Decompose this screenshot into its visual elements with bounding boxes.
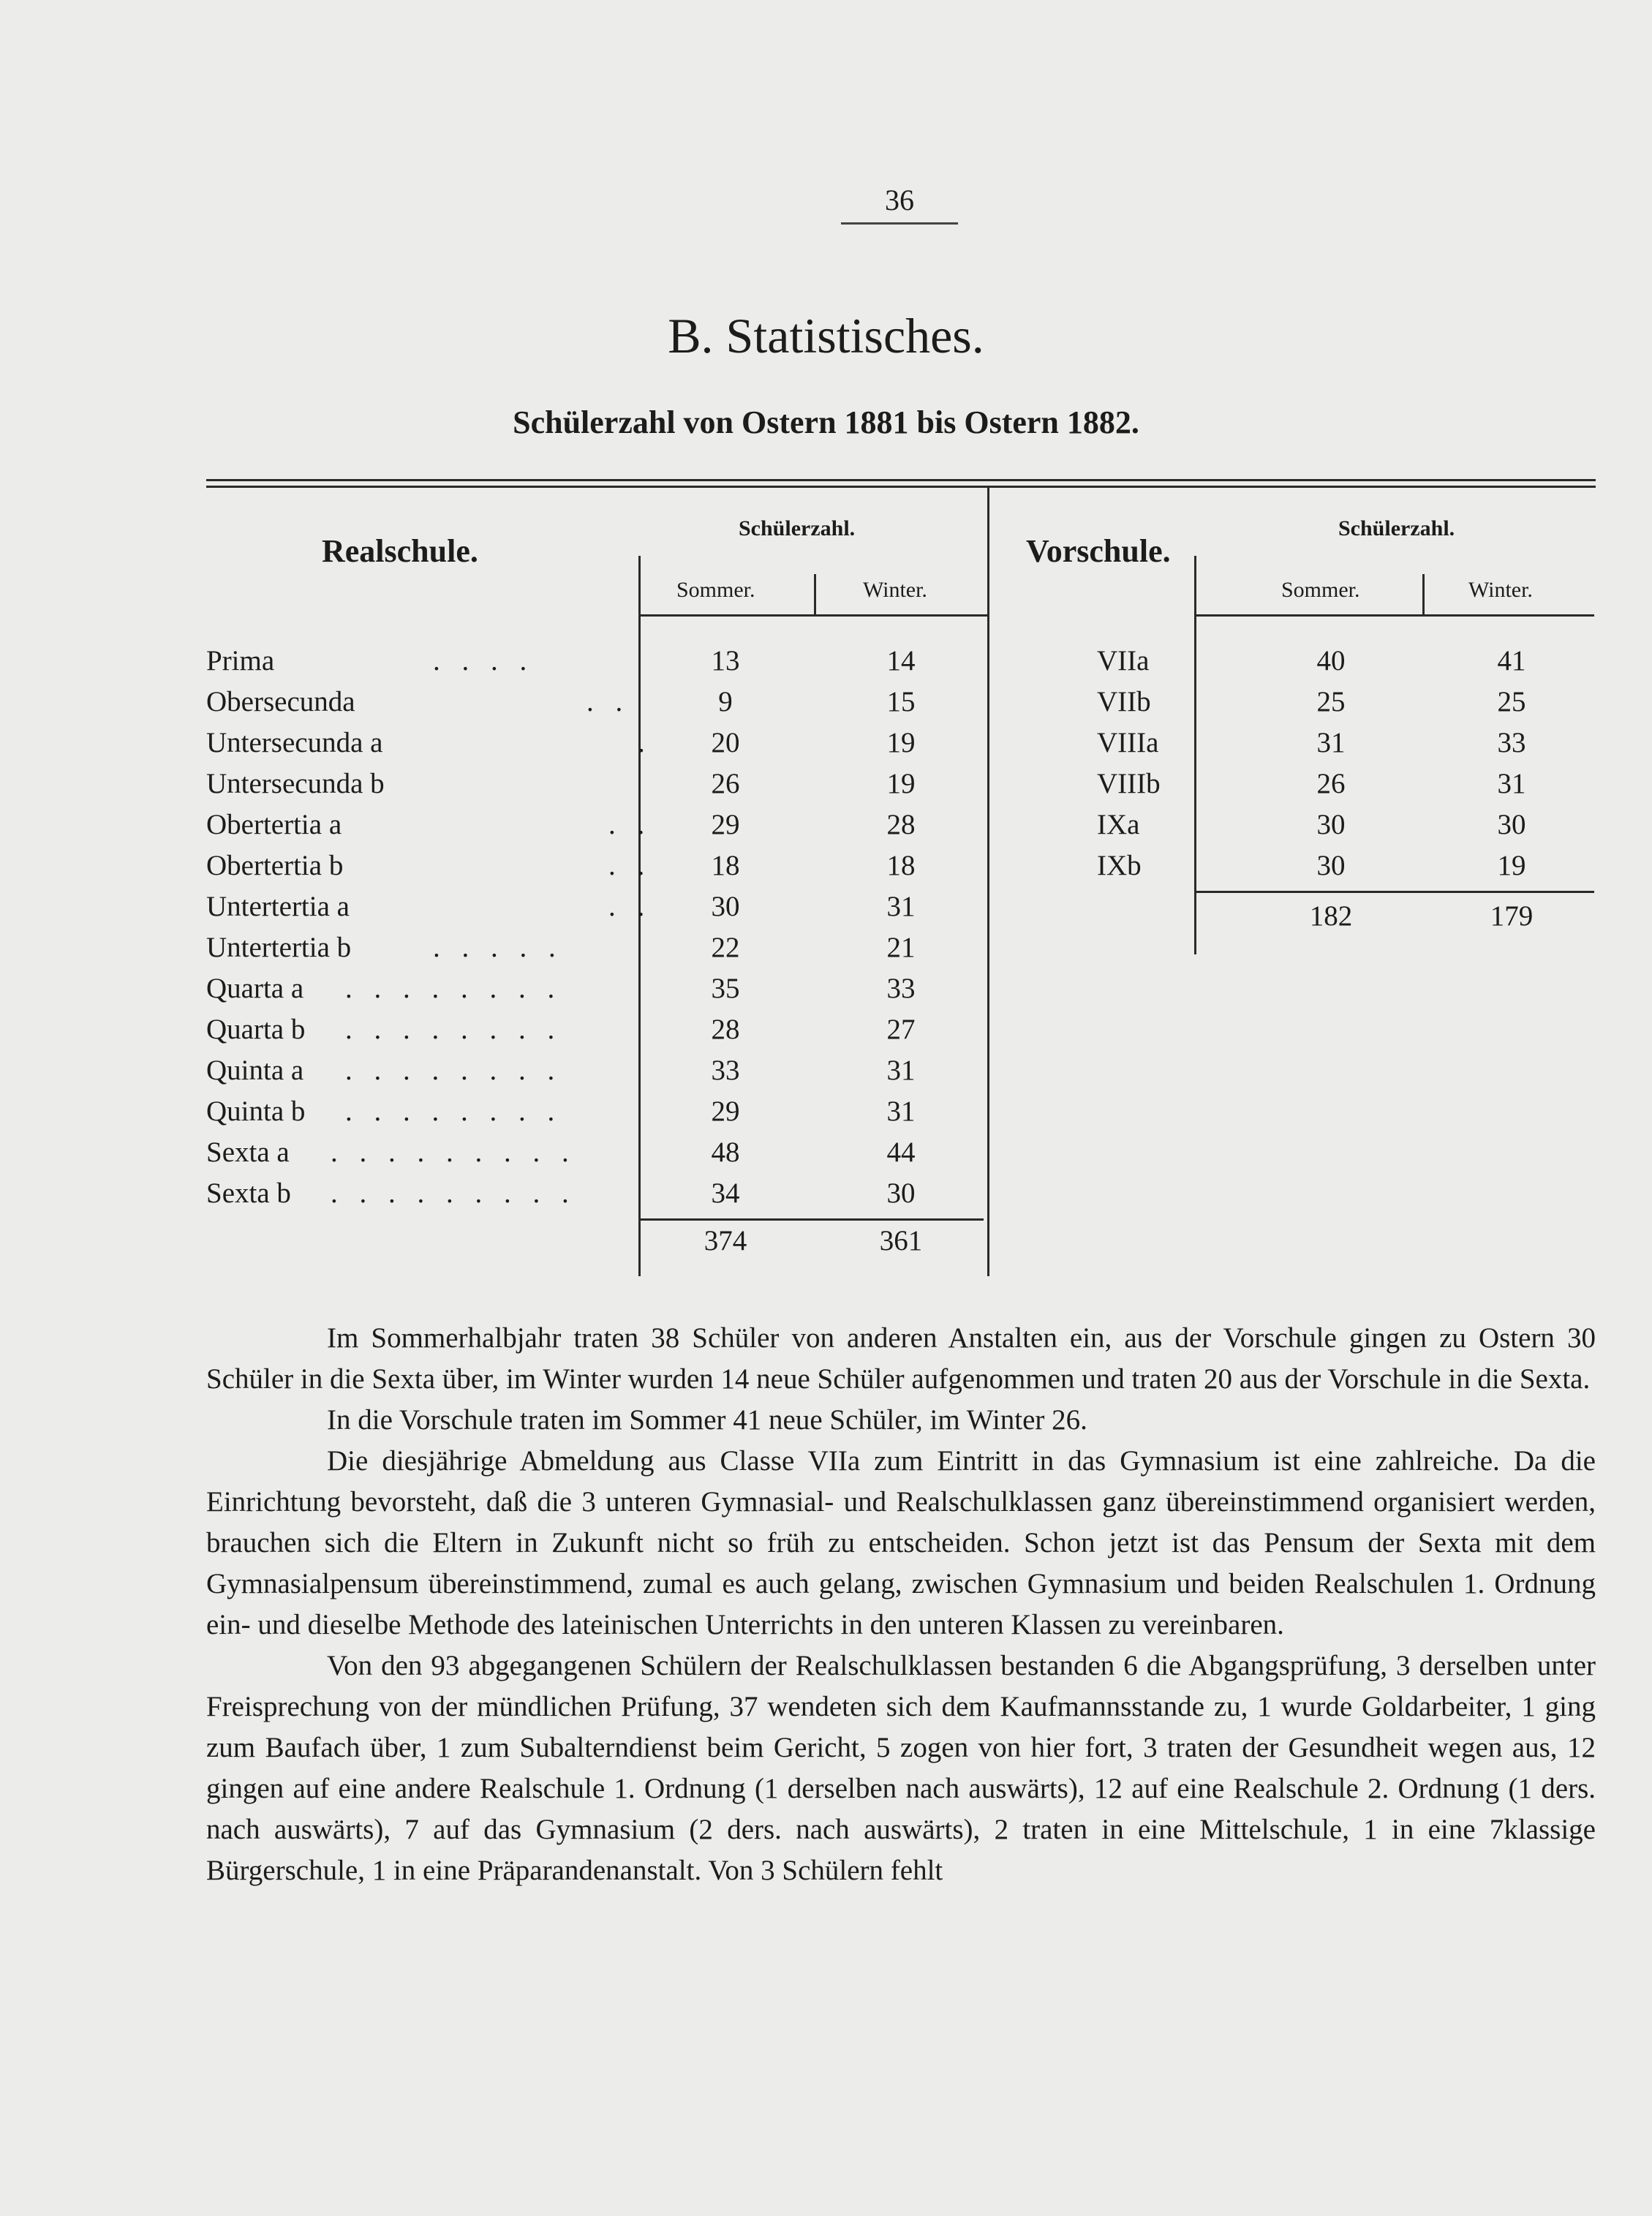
winter-count: 21 — [886, 932, 916, 963]
class-name: VIIb — [1097, 686, 1151, 717]
winter-count: 31 — [886, 1096, 916, 1127]
table-row — [991, 641, 1594, 682]
divider-vorschule-cols — [1422, 574, 1425, 614]
class-name: Untersecunda a — [206, 727, 383, 758]
winter-count: 33 — [1497, 727, 1526, 758]
winter-count: 19 — [886, 727, 916, 758]
leader-dots: . . . . . . . . — [345, 1096, 562, 1127]
table-row — [206, 804, 981, 845]
divider-schools — [987, 486, 989, 1276]
realschule-total-winter: 361 — [879, 1225, 923, 1256]
summer-count: 13 — [711, 645, 740, 677]
class-name: Quinta b — [206, 1096, 306, 1127]
section-title: B. Statistisches. — [668, 308, 984, 363]
table-title: Schülerzahl von Ostern 1881 bis Ostern 1882. — [513, 404, 1139, 440]
realschule-heading: Realschule. — [322, 533, 478, 569]
realschule-col-summer: Sommer. — [676, 578, 755, 602]
class-name: Quarta a — [206, 973, 304, 1004]
winter-count: 31 — [886, 1055, 916, 1086]
winter-count: 27 — [886, 1014, 916, 1045]
class-name: Untertertia a — [206, 891, 350, 922]
table-row — [206, 682, 981, 723]
realschule-rows — [206, 641, 981, 1214]
class-name: Untersecunda b — [206, 768, 385, 799]
table-row — [991, 723, 1594, 764]
summer-count: 26 — [711, 768, 740, 799]
page-number: 36 — [885, 184, 914, 216]
table-row — [206, 927, 981, 968]
leader-dots: . . — [608, 809, 652, 840]
class-name: Obersecunda — [206, 686, 355, 717]
class-name: Quarta b — [206, 1014, 306, 1045]
table-row — [206, 1050, 981, 1091]
winter-count: 33 — [886, 973, 916, 1004]
class-name: VIIIb — [1097, 768, 1161, 799]
winter-count: 31 — [886, 891, 916, 922]
table-top-rule-2 — [206, 486, 1596, 488]
winter-count: 18 — [886, 850, 916, 881]
table-top-rule — [206, 479, 1596, 481]
leader-dots: . . . . . . . . . — [331, 1177, 576, 1209]
winter-count: 19 — [1497, 850, 1526, 881]
class-name: Prima — [206, 645, 275, 677]
table-row — [206, 1132, 981, 1173]
class-name: Sexta b — [206, 1177, 291, 1209]
vorschule-heading: Vorschule. — [1026, 533, 1171, 569]
winter-count: 25 — [1497, 686, 1526, 717]
paragraph-4: Von den 93 abgegangenen Schülern der Realschulklassen bestanden 6 die Abgangsprüfung, 3 derselben unter Freisprechung von der mündlichen Prüfung, 37 wendeten sich dem Kaufmannsstande zu, 1 wurde Goldarbeiter, 1 ging zum Baufach über, 1 zum Subalterndienst beim Gericht, 5 zogen von hier fort, 3 traten der Gesundheit wegen aus, 12 gingen auf eine andere Realschule 1. Ordnung (1 derselben nach auswärts), 12 auf eine Realschule 2. Ordnung (1 ders. nach auswärts), 7 auf das Gymnasium (2 ders. nach auswärts), 2 traten in eine Mittelschule, 1 in eine 7klassige Bürgerschule, 1 in eine Präparandenanstalt. Von 3 Schülern fehlt — [206, 1650, 1596, 1886]
summer-count: 31 — [1316, 727, 1346, 758]
winter-count: 28 — [886, 809, 916, 840]
leader-dots: . . — [608, 850, 652, 881]
winter-count: 19 — [886, 768, 916, 799]
table-row — [206, 764, 981, 804]
realschule-col-winter: Winter. — [863, 578, 927, 602]
winter-count: 14 — [886, 645, 916, 677]
winter-count: 44 — [886, 1137, 916, 1168]
table-row — [206, 723, 981, 764]
leader-dots: . . . . . . . . . — [331, 1137, 576, 1168]
class-name: VIIa — [1097, 645, 1150, 677]
vorschule-col-summer: Sommer. — [1281, 578, 1360, 602]
paragraph-3: Die diesjährige Abmeldung aus Classe VIIa zum Eintritt in das Gymnasium ist eine zahlreiche. Da die Einrichtung bevorsteht, daß die 3 unteren Gymnasial- und Realschulklassen ganz übereinstimmend organisiert werden, brauchen sich die Eltern in Zukunft nicht so früh zu entscheiden. Schon jetzt ist das Pensum der Sexta mit dem Gymnasialpensum übereinstimmend, zumal es auch gelang, zwischen Gymnasium und beiden Realschulen 1. Ordnung ein- und dieselbe Methode des lateinischen Unterrichts in den unteren Klassen zu vereinbaren. — [206, 1445, 1596, 1640]
paragraph-1: Im Sommerhalbjahr traten 38 Schüler von anderen Anstalten ein, aus der Vorschule gingen zu Ostern 30 Schüler in die Sexta über, im Winter wurden 14 neue Schüler aufgenommen und traten 20 aus der Vorschule in die Sexta. — [206, 1322, 1596, 1395]
vorschule-total-winter: 179 — [1490, 900, 1534, 932]
vorschule-total-rule — [1196, 891, 1594, 893]
table-row — [206, 968, 981, 1009]
table-row — [991, 804, 1594, 845]
leader-dots: . . — [587, 686, 630, 717]
winter-count: 31 — [1497, 768, 1526, 799]
table-row — [991, 682, 1594, 723]
vorschule-total-summer: 182 — [1309, 900, 1353, 932]
summer-count: 9 — [718, 686, 733, 717]
paragraph-2: In die Vorschule traten im Sommer 41 neue Schüler, im Winter 26. — [327, 1404, 1087, 1436]
body-text — [206, 1318, 1596, 1891]
leader-dots: . . — [608, 891, 652, 922]
summer-count: 25 — [1316, 686, 1346, 717]
realschule-total-summer: 374 — [704, 1225, 747, 1256]
class-name: IXa — [1097, 809, 1140, 840]
realschule-count-heading: Schülerzahl. — [739, 516, 856, 540]
vorschule-col-winter: Winter. — [1468, 578, 1533, 602]
class-name: Sexta a — [206, 1137, 290, 1168]
header-rule-right — [1196, 614, 1594, 617]
summer-count: 30 — [1316, 850, 1346, 881]
class-name: Quinta a — [206, 1055, 304, 1086]
header-rule-left — [640, 614, 987, 617]
leader-dots: . . . . . . . . — [345, 1014, 562, 1045]
table-row — [206, 1091, 981, 1132]
leader-dots: . . . . . — [433, 932, 563, 963]
winter-count: 30 — [1497, 809, 1526, 840]
leader-dots: . . . . — [433, 645, 535, 677]
summer-count: 40 — [1316, 645, 1346, 677]
table-row — [206, 1009, 981, 1050]
summer-count: 34 — [711, 1177, 740, 1209]
table-row — [991, 845, 1594, 886]
summer-count: 48 — [711, 1137, 740, 1168]
class-name: Obertertia b — [206, 850, 344, 881]
divider-realschule-cols — [814, 574, 816, 614]
table-row — [206, 1173, 981, 1214]
summer-count: 33 — [711, 1055, 740, 1086]
summer-count: 29 — [711, 1096, 740, 1127]
class-name: VIIIa — [1097, 727, 1159, 758]
summer-count: 28 — [711, 1014, 740, 1045]
summer-count: 22 — [711, 932, 740, 963]
class-name: Untertertia b — [206, 932, 352, 963]
table-row — [206, 886, 981, 927]
class-name: Obertertia a — [206, 809, 342, 840]
summer-count: 20 — [711, 727, 740, 758]
summer-count: 30 — [1316, 809, 1346, 840]
leader-dots: . — [638, 727, 652, 758]
summer-count: 26 — [1316, 768, 1346, 799]
winter-count: 30 — [886, 1177, 916, 1209]
table-row — [991, 764, 1594, 804]
winter-count: 15 — [886, 686, 916, 717]
table-row — [206, 641, 981, 682]
summer-count: 29 — [711, 809, 740, 840]
page-number-rule — [841, 222, 958, 225]
table-row — [206, 845, 981, 886]
summer-count: 35 — [711, 973, 740, 1004]
class-name: IXb — [1097, 850, 1142, 881]
vorschule-rows — [991, 641, 1594, 886]
summer-count: 18 — [711, 850, 740, 881]
summer-count: 30 — [711, 891, 740, 922]
leader-dots: . . . . . . . . — [345, 1055, 562, 1086]
leader-dots: . . . . . . . . — [345, 973, 562, 1004]
winter-count: 41 — [1497, 645, 1526, 677]
vorschule-count-heading: Schülerzahl. — [1338, 516, 1455, 540]
